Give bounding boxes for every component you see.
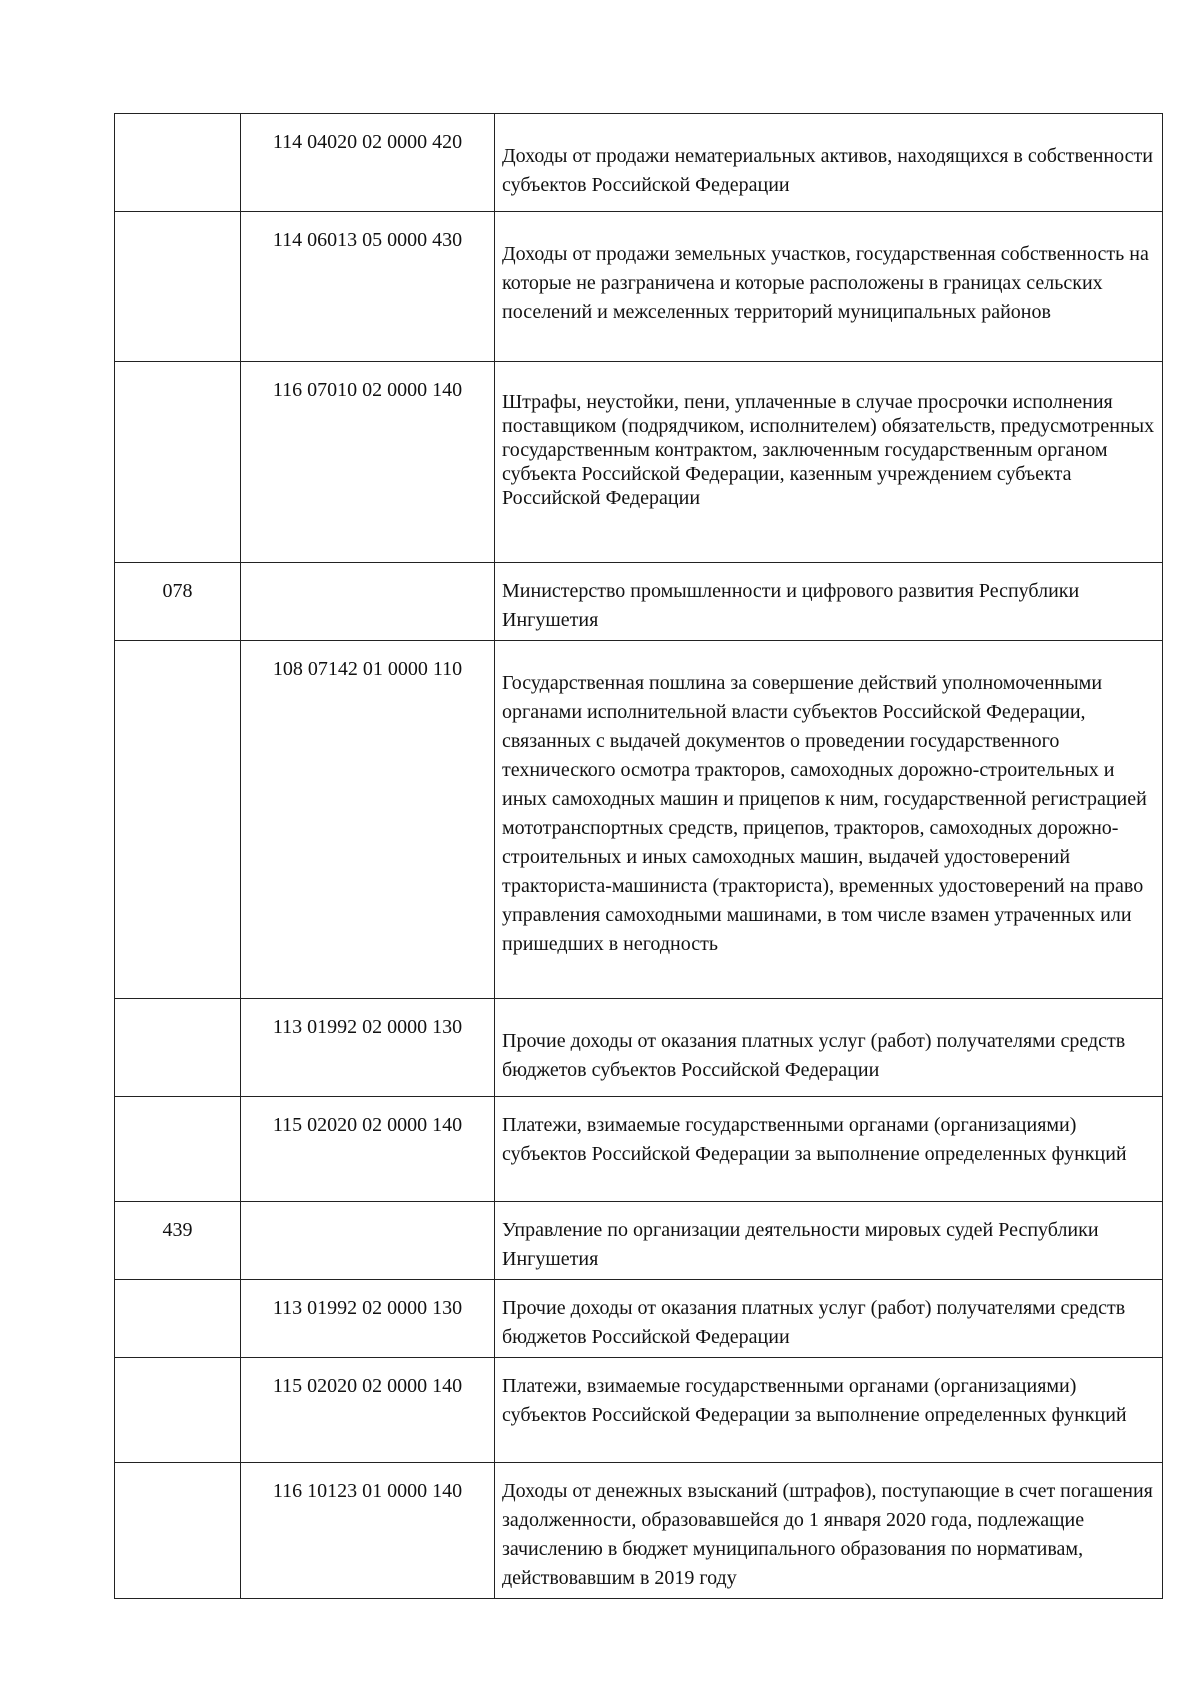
admin-code-cell: 078 [115,563,241,641]
table-row [115,1463,1163,1599]
table-row [115,1202,1163,1280]
description-cell: Платежи, взимаемые государственными органами (организациями) субъектов Российской Федерации за выполнение определенных функций [495,1358,1163,1463]
description-cell: Доходы от денежных взысканий (штрафов), поступающие в счет погашения задолженности, образовавшейся до 1 января 2020 года, подлежащие зачислению в бюджет муниципального образования по нормативам, действовавшим в 2019 году [495,1463,1163,1599]
table-row [115,212,1163,362]
description-cell: Доходы от продажи земельных участков, государственная собственность на которые не разграничена и которые расположены в границах сельских поселений и межселенных территорий муниципальных районов [495,212,1163,362]
description-cell: Прочие доходы от оказания платных услуг (работ) получателями средств бюджетов субъектов Российской Федерации [495,999,1163,1097]
description-cell: Государственная пошлина за совершение действий уполномоченными органами исполнительной власти субъектов Российской Федерации, связанных с выдачей документов о проведении государственного технического осмотра тракторов, самоходных дорожно-строительных и иных самоходных машин и прицепов к ним, государственной регистрацией мототранспортных средств, прицепов, тракторов, самоходных дорожно-строительных и иных самоходных машин, выдачей удостоверений тракториста-машиниста (тракториста), временных удостоверений на право управления самоходными машинами, в том числе взамен утраченных или пришедших в негодность [495,641,1163,999]
table-row [115,1280,1163,1358]
admin-code-cell [115,641,241,999]
admin-code-cell [115,1463,241,1599]
table-row [115,641,1163,999]
revenue-codes-table [114,113,1163,1599]
revenue-code-cell: 116 07010 02 0000 140 [241,362,495,563]
table-row [115,362,1163,563]
description-cell: Доходы от продажи нематериальных активов, находящихся в собственности субъектов Российской Федерации [495,114,1163,212]
table-row [115,1358,1163,1463]
revenue-code-cell: 115 02020 02 0000 140 [241,1358,495,1463]
revenue-code-cell: 113 01992 02 0000 130 [241,999,495,1097]
document-page [114,113,1162,1599]
revenue-code-cell: 115 02020 02 0000 140 [241,1097,495,1202]
table-row [115,1097,1163,1202]
admin-code-cell [115,362,241,563]
admin-code-cell [115,114,241,212]
revenue-code-cell: 113 01992 02 0000 130 [241,1280,495,1358]
revenue-code-cell [241,1202,495,1280]
description-cell: Министерство промышленности и цифрового развития Республики Ингушетия [495,563,1163,641]
description-cell: Управление по организации деятельности мировых судей Республики Ингушетия [495,1202,1163,1280]
description-cell: Штрафы, неустойки, пени, уплаченные в случае просрочки исполнения поставщиком (подрядчиком, исполнителем) обязательств, предусмотренных государственным контрактом, заключенным государственным органом субъекта Российской Федерации, казенным учреждением субъекта Российской Федерации [495,362,1163,563]
admin-code-cell [115,1280,241,1358]
table-row [115,114,1163,212]
description-cell: Прочие доходы от оказания платных услуг (работ) получателями средств бюджетов Российской Федерации [495,1280,1163,1358]
admin-code-cell [115,1097,241,1202]
admin-code-cell [115,212,241,362]
description-cell: Платежи, взимаемые государственными органами (организациями) субъектов Российской Федерации за выполнение определенных функций [495,1097,1163,1202]
table-row [115,563,1163,641]
table-row [115,999,1163,1097]
revenue-code-cell: 108 07142 01 0000 110 [241,641,495,999]
revenue-code-cell: 114 04020 02 0000 420 [241,114,495,212]
admin-code-cell: 439 [115,1202,241,1280]
revenue-code-cell: 116 10123 01 0000 140 [241,1463,495,1599]
revenue-code-cell [241,563,495,641]
revenue-code-cell: 114 06013 05 0000 430 [241,212,495,362]
admin-code-cell [115,999,241,1097]
admin-code-cell [115,1358,241,1463]
